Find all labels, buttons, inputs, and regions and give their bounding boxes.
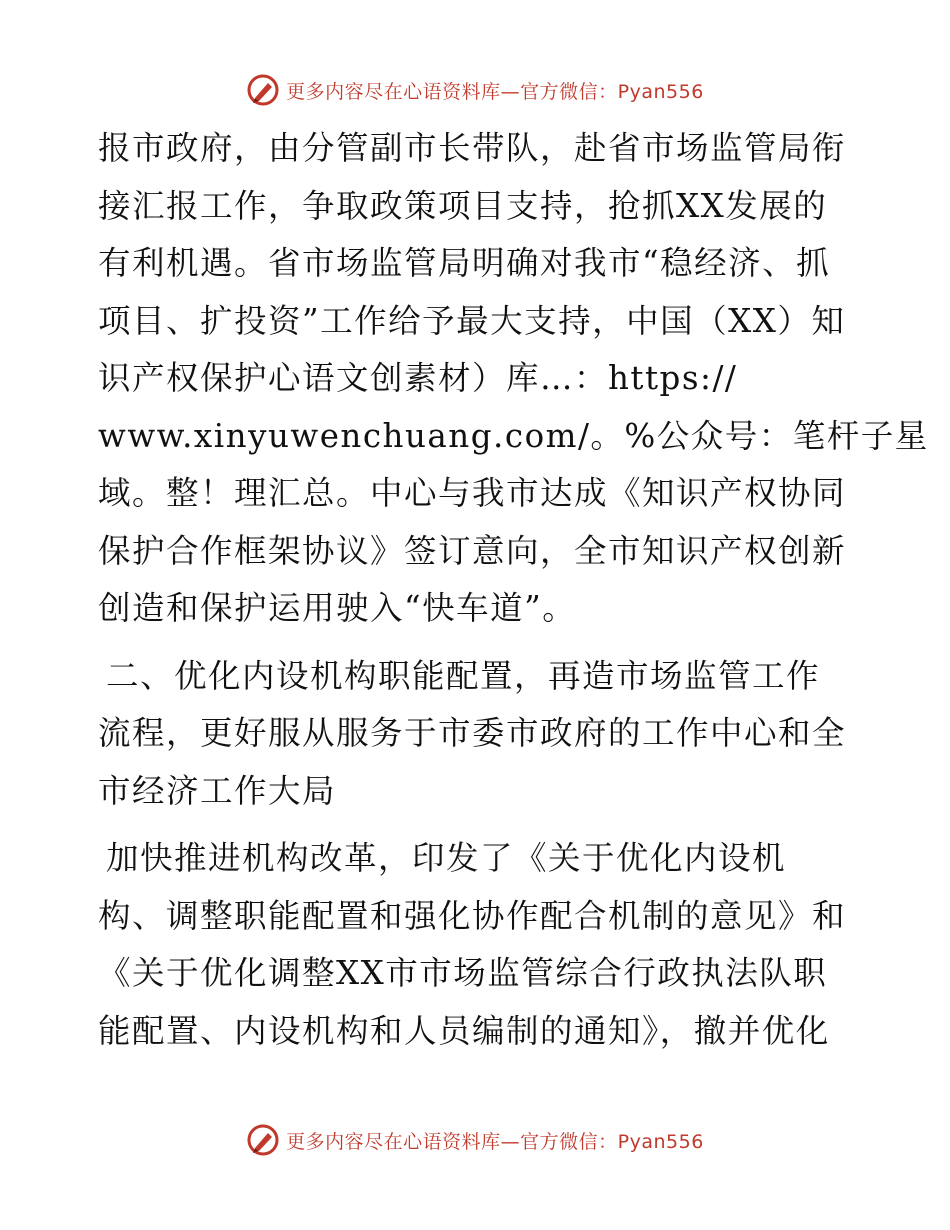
pen-logo-icon	[246, 1123, 280, 1157]
header-watermark	[0, 70, 950, 110]
heading-line: 市经济工作大局	[98, 771, 337, 810]
paragraph-2	[98, 830, 858, 1060]
text-line: 《关于优化调整XX市市场监管综合行政执法队职	[98, 954, 828, 992]
text-line: 接汇报工作，争取政策项目支持，抢抓XX发展的	[98, 186, 828, 225]
text-line: 有利机遇。省市场监管局明确对我市“稳经济、抓	[98, 244, 831, 282]
text-line: 创造和保护运用驶入“快车道”。	[98, 589, 577, 627]
paragraph-1	[98, 120, 929, 638]
text-line: 加快推进机构改革，印发了《关于优化内设机	[106, 839, 787, 877]
heading-line: 流程，更好服从服务于市委市政府的工作中心和全	[98, 714, 847, 752]
watermark-text: 更多内容尽在心语资料库—官方微信：Pyan556	[286, 80, 704, 103]
footer-watermark	[0, 1120, 950, 1160]
text-line: 保护合作框架协议》签订意向，全市知识产权创新	[98, 531, 847, 570]
text-line: www.xinyuwenchuang.com/。%公众号：笔杆子星	[98, 416, 929, 455]
text-line: 项目、扩投资”工作给予最大支持，中国（XX）知	[98, 301, 846, 340]
watermark-text: 更多内容尽在心语资料库—官方微信：Pyan556	[286, 1130, 704, 1153]
text-line: 能配置、内设机构和人员编制的通知》，撤并优化	[98, 1011, 830, 1050]
pen-logo-icon	[246, 73, 280, 107]
heading-line: 二、优化内设机构职能配置，再造市场监管工作	[106, 656, 821, 695]
section-heading-2	[98, 648, 858, 821]
text-line: 构、调整职能配置和强化协作配合机制的意见》和	[98, 896, 847, 935]
document-body	[98, 120, 929, 1060]
text-line: 报市政府，由分管副市长带队，赴省市场监管局衔	[98, 129, 847, 167]
text-line: 域。整！理汇总。中心与我市达成《知识产权协同	[98, 474, 847, 512]
text-line: 识产权保护心语文创素材）库…：https://	[98, 359, 738, 397]
